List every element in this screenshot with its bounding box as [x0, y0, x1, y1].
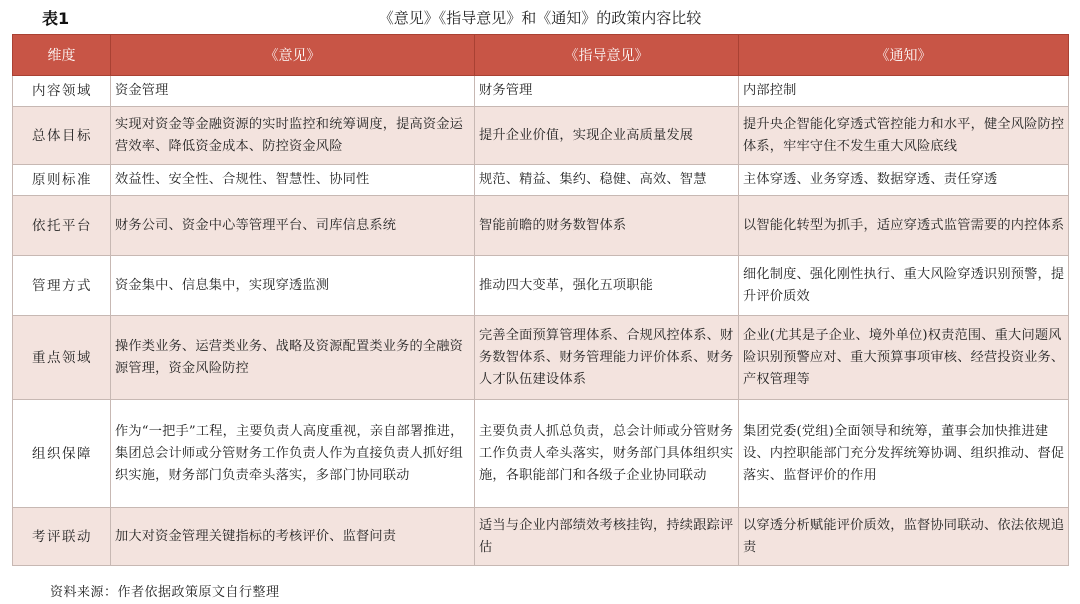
table-number: 表1 — [42, 9, 70, 28]
table-row — [13, 196, 1069, 256]
row-dimension: 组织保障 — [13, 400, 111, 508]
cell-opinion: 加大对资金管理关键指标的考核评价、监督问责 — [111, 508, 475, 566]
table-header-row — [13, 35, 1069, 76]
cell-opinion: 实现对资金等金融资源的实时监控和统筹调度，提高资金运营效率、降低资金成本、防控资金风险 — [111, 107, 475, 165]
cell-notice: 以穿透分析赋能评价质效，监督协同联动、依法依规追责 — [739, 508, 1069, 566]
table-row — [13, 508, 1069, 566]
row-dimension: 依托平台 — [13, 196, 111, 256]
cell-notice: 内部控制 — [739, 76, 1069, 107]
header-opinion: 《意见》 — [111, 35, 475, 76]
policy-comparison-table — [12, 34, 1069, 566]
cell-opinion: 操作类业务、运营类业务、战略及资源配置类业务的全融资源管理，资金风险防控 — [111, 316, 475, 400]
cell-guiding-opinion: 智能前瞻的财务数智体系 — [475, 196, 739, 256]
table-row — [13, 107, 1069, 165]
row-dimension: 考评联动 — [13, 508, 111, 566]
cell-guiding-opinion: 主要负责人抓总负责，总会计师或分管财务工作负责人牵头落实，财务部门具体组织实施，各职能部门和各级子企业协同联动 — [475, 400, 739, 508]
header-guiding-opinion: 《指导意见》 — [475, 35, 739, 76]
cell-guiding-opinion: 完善全面预算管理体系、合规风控体系、财务数智体系、财务管理能力评价体系、财务人才队伍建设体系 — [475, 316, 739, 400]
cell-notice: 企业(尤其是子企业、境外单位)权责范围、重大问题风险识别预警应对、重大预算事项审核、经营投资业务、产权管理等 — [739, 316, 1069, 400]
row-dimension: 总体目标 — [13, 107, 111, 165]
cell-guiding-opinion: 推动四大变革，强化五项职能 — [475, 256, 739, 316]
table-row — [13, 256, 1069, 316]
cell-guiding-opinion: 适当与企业内部绩效考核挂钩，持续跟踪评估 — [475, 508, 739, 566]
cell-notice: 提升央企智能化穿透式管控能力和水平，健全风险防控体系，牢牢守住不发生重大风险底线 — [739, 107, 1069, 165]
cell-guiding-opinion: 提升企业价值，实现企业高质量发展 — [475, 107, 739, 165]
cell-notice: 细化制度、强化刚性执行、重大风险穿透识别预警，提升评价质效 — [739, 256, 1069, 316]
header-dimension: 维度 — [13, 35, 111, 76]
cell-opinion: 财务公司、资金中心等管理平台、司库信息系统 — [111, 196, 475, 256]
table-row — [13, 400, 1069, 508]
cell-notice: 主体穿透、业务穿透、数据穿透、责任穿透 — [739, 165, 1069, 196]
row-dimension: 重点领域 — [13, 316, 111, 400]
table-caption — [0, 4, 1080, 30]
cell-guiding-opinion: 财务管理 — [475, 76, 739, 107]
row-dimension: 内容领域 — [13, 76, 111, 107]
cell-opinion: 资金集中、信息集中，实现穿透监测 — [111, 256, 475, 316]
cell-notice: 集团党委(党组)全面领导和统筹，董事会加快推进建设、内控职能部门充分发挥统筹协调、组织推动、督促落实、监督评价的作用 — [739, 400, 1069, 508]
header-notice: 《通知》 — [739, 35, 1069, 76]
row-dimension: 原则标准 — [13, 165, 111, 196]
source-note: 资料来源：作者依据政策原文自行整理 — [50, 585, 280, 600]
cell-opinion: 作为“一把手”工程，主要负责人高度重视，亲自部署推进，集团总会计师或分管财务工作负责人作为直接负责人抓好组织实施，财务部门负责牵头落实，多部门协同联动 — [111, 400, 475, 508]
table-row — [13, 165, 1069, 196]
cell-guiding-opinion: 规范、精益、集约、稳健、高效、智慧 — [475, 165, 739, 196]
cell-notice: 以智能化转型为抓手，适应穿透式监管需要的内控体系 — [739, 196, 1069, 256]
table-row — [13, 316, 1069, 400]
row-dimension: 管理方式 — [13, 256, 111, 316]
cell-opinion: 效益性、安全性、合规性、智慧性、协同性 — [111, 165, 475, 196]
table-row — [13, 76, 1069, 107]
cell-opinion: 资金管理 — [111, 76, 475, 107]
table-title: 《意见》《指导意见》和《通知》的政策内容比较 — [378, 9, 702, 27]
